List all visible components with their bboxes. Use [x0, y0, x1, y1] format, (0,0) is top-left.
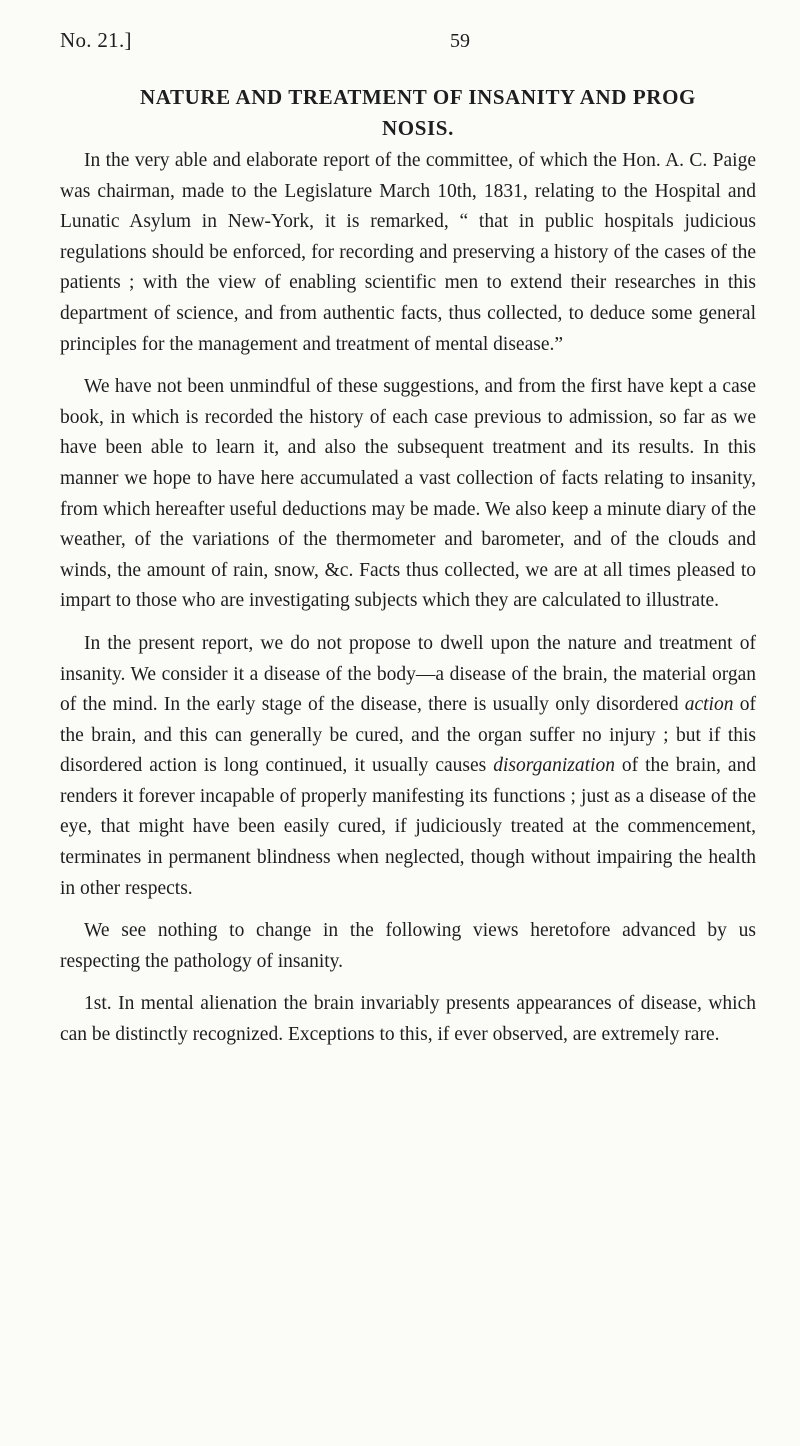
paragraph-3-text-start: In the present report, we do not propose to dwell upon the nature and treatment of insanity. We consider it a disease of the body—a disease of the brain, the material organ of the mind. In the early stage of the disease, there is usually only disordered [60, 632, 756, 716]
paragraph-2-text: We have not been unmindful of these suggestions, and from the first have kept a case book, in which is recorded the history of each case previous to admission, so far as we have been able to learn it, and also the subsequent treatment and its results. In this manner we hope to have here accumulated a vast collection of facts relating to insanity, from which hereafter useful deductions may be made. We also keep a minute diary of the weather, of the variations of the thermometer and barometer, and of the clouds and winds, the amount of rain, snow, &c. Facts thus collected, we are at all times pleased to impart to those who are investigating subjects which they are calculated to illustrate. [60, 376, 756, 612]
paragraph-3-text-end: of the brain, and renders it forever incapable of properly manifesting its functions ; just as a disease of the eye, that might have been easily cured, if judiciously treated at the commencement, terminates in permanent blindness when neglected, though without impairing the health in other respects. [60, 755, 757, 899]
paragraph-1-text: In the very able and elaborate report of the committee, of which the Hon. A. C. Paige was chairman, made to the Legislature March 10th, 1831, relating to the Hospital and Lunatic Asylum in New-York, it is remarked, “ that in public hospitals judicious regulations should be enforced, for recording and preserving a history of the cases of the patients ; with the view of enabling scientific men to extend their researches in this department of science, and from authentic facts, thus collected, to deduce some general principles for the management and treatment of mental disease.” [60, 150, 756, 355]
paragraph-3-text-middle: of the brain, and this can generally be cured, and the organ suffer no injury ; but if this disordered action is long continued, it usually causes [60, 694, 756, 777]
body-text [60, 146, 756, 1051]
paragraph-5 [60, 989, 756, 1050]
paragraph-3 [60, 629, 756, 904]
issue-label: No. 21.] [60, 28, 132, 52]
paragraph-5-text: 1st. In mental alienation the brain invariably presents appearances of disease, which can be distinctly recognized. Exceptions to this, if ever observed, are extremely rare. [60, 993, 756, 1046]
emphasis-action: action [684, 694, 734, 716]
paragraph-4-text: We see nothing to change in the following views heretofore advanced by us respecting the pathology of insanity. [60, 920, 756, 972]
paragraph-2 [60, 372, 756, 617]
paragraph-1 [60, 146, 756, 360]
page-number: 59 [450, 30, 470, 52]
paragraph-4 [60, 916, 756, 977]
page-header [60, 28, 740, 58]
section-title: NATURE AND TREATMENT OF INSANITY AND PROG NOSIS. [140, 85, 696, 140]
emphasis-disorganization: disorganization [493, 755, 615, 777]
